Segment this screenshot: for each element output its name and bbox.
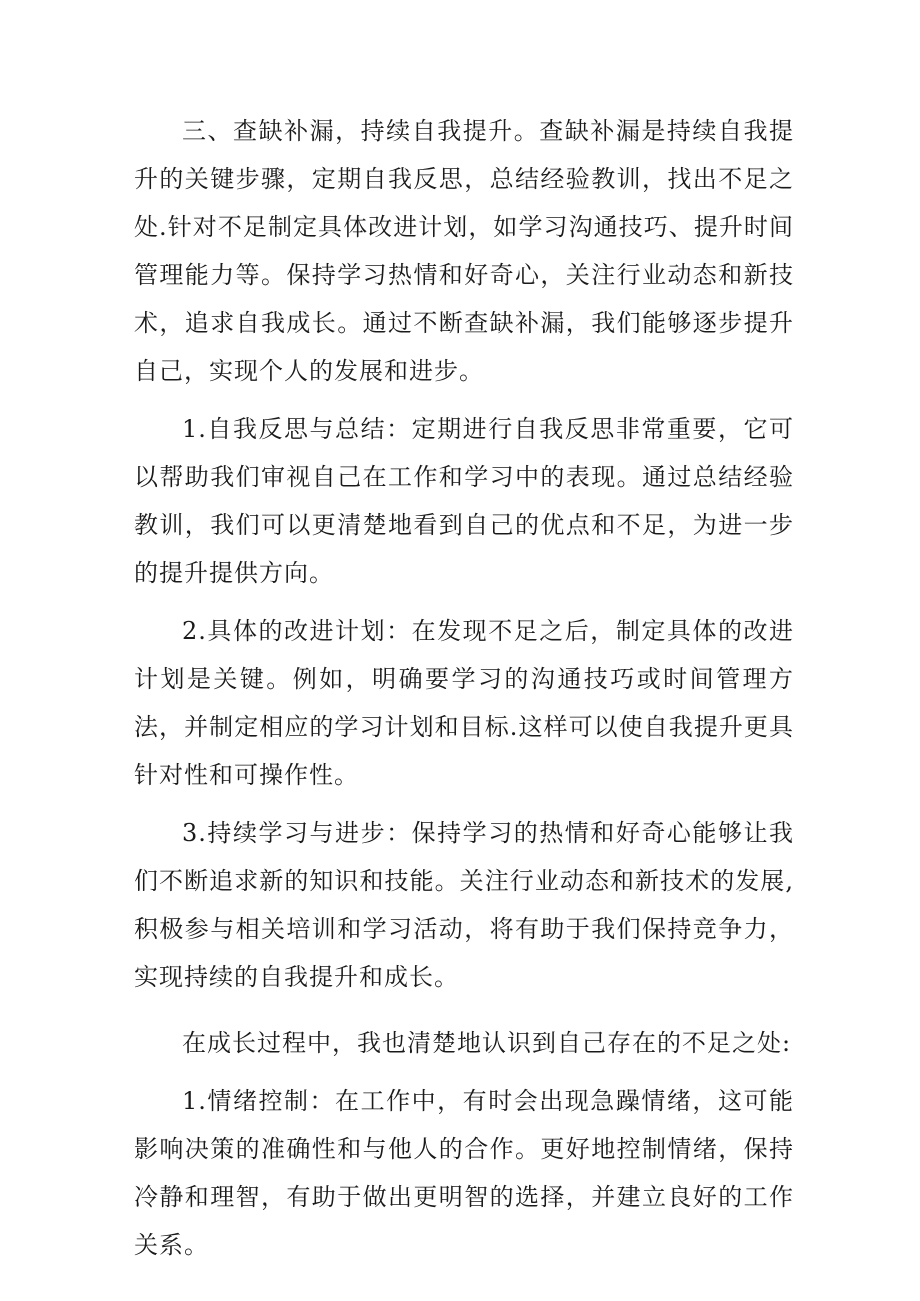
shortcomings-intro-paragraph: 在成长过程中，我也清楚地认识到自己存在的不足之处:: [182, 1029, 792, 1057]
item-improvement-plan-paragraph: 2.具体的改进计划：在发现不足之后，制定具体的改进计划是关键。例如，明确要学习的沟通技巧或时间管理方法，并制定相应的学习计划和目标.这样可以使自我提升更具针对性和可操作性。: [134, 617, 794, 789]
document-body: [134, 107, 794, 1269]
item-self-reflection-paragraph: 1.自我反思与总结：定期进行自我反思非常重要，它可以帮助我们审视自己在工作和学习中的表现。通过总结经验教训，我们可以更清楚地看到自己的优点和不足，为进一步的提升提供方向。: [134, 415, 794, 587]
section-three-paragraph: 三、查缺补漏，持续自我提升。查缺补漏是持续自我提升的关键步骤，定期自我反思，总结经验教训，找出不足之处.针对不足制定具体改进计划，如学习沟通技巧、提升时间管理能力等。保持学习热情和好奇心，关注行业动态和新技术，追求自我成长。通过不断查缺补漏，我们能够逐步提升自己，实现个人的发展和进步。: [134, 117, 794, 385]
item-emotion-control-paragraph: 1.情绪控制：在工作中，有时会出现急躁情绪，这可能影响决策的准确性和与他人的合作。更好地控制情绪，保持冷静和理智，有助于做出更明智的选择，并建立良好的工作关系。: [134, 1087, 794, 1259]
item-continuous-learning-paragraph: 3.持续学习与进步：保持学习的热情和好奇心能够让我们不断追求新的知识和技能。关注行业动态和新技术的发展,积极参与相关培训和学习活动，将有助于我们保持竞争力，实现持续的自我提升和成长。: [134, 819, 794, 991]
